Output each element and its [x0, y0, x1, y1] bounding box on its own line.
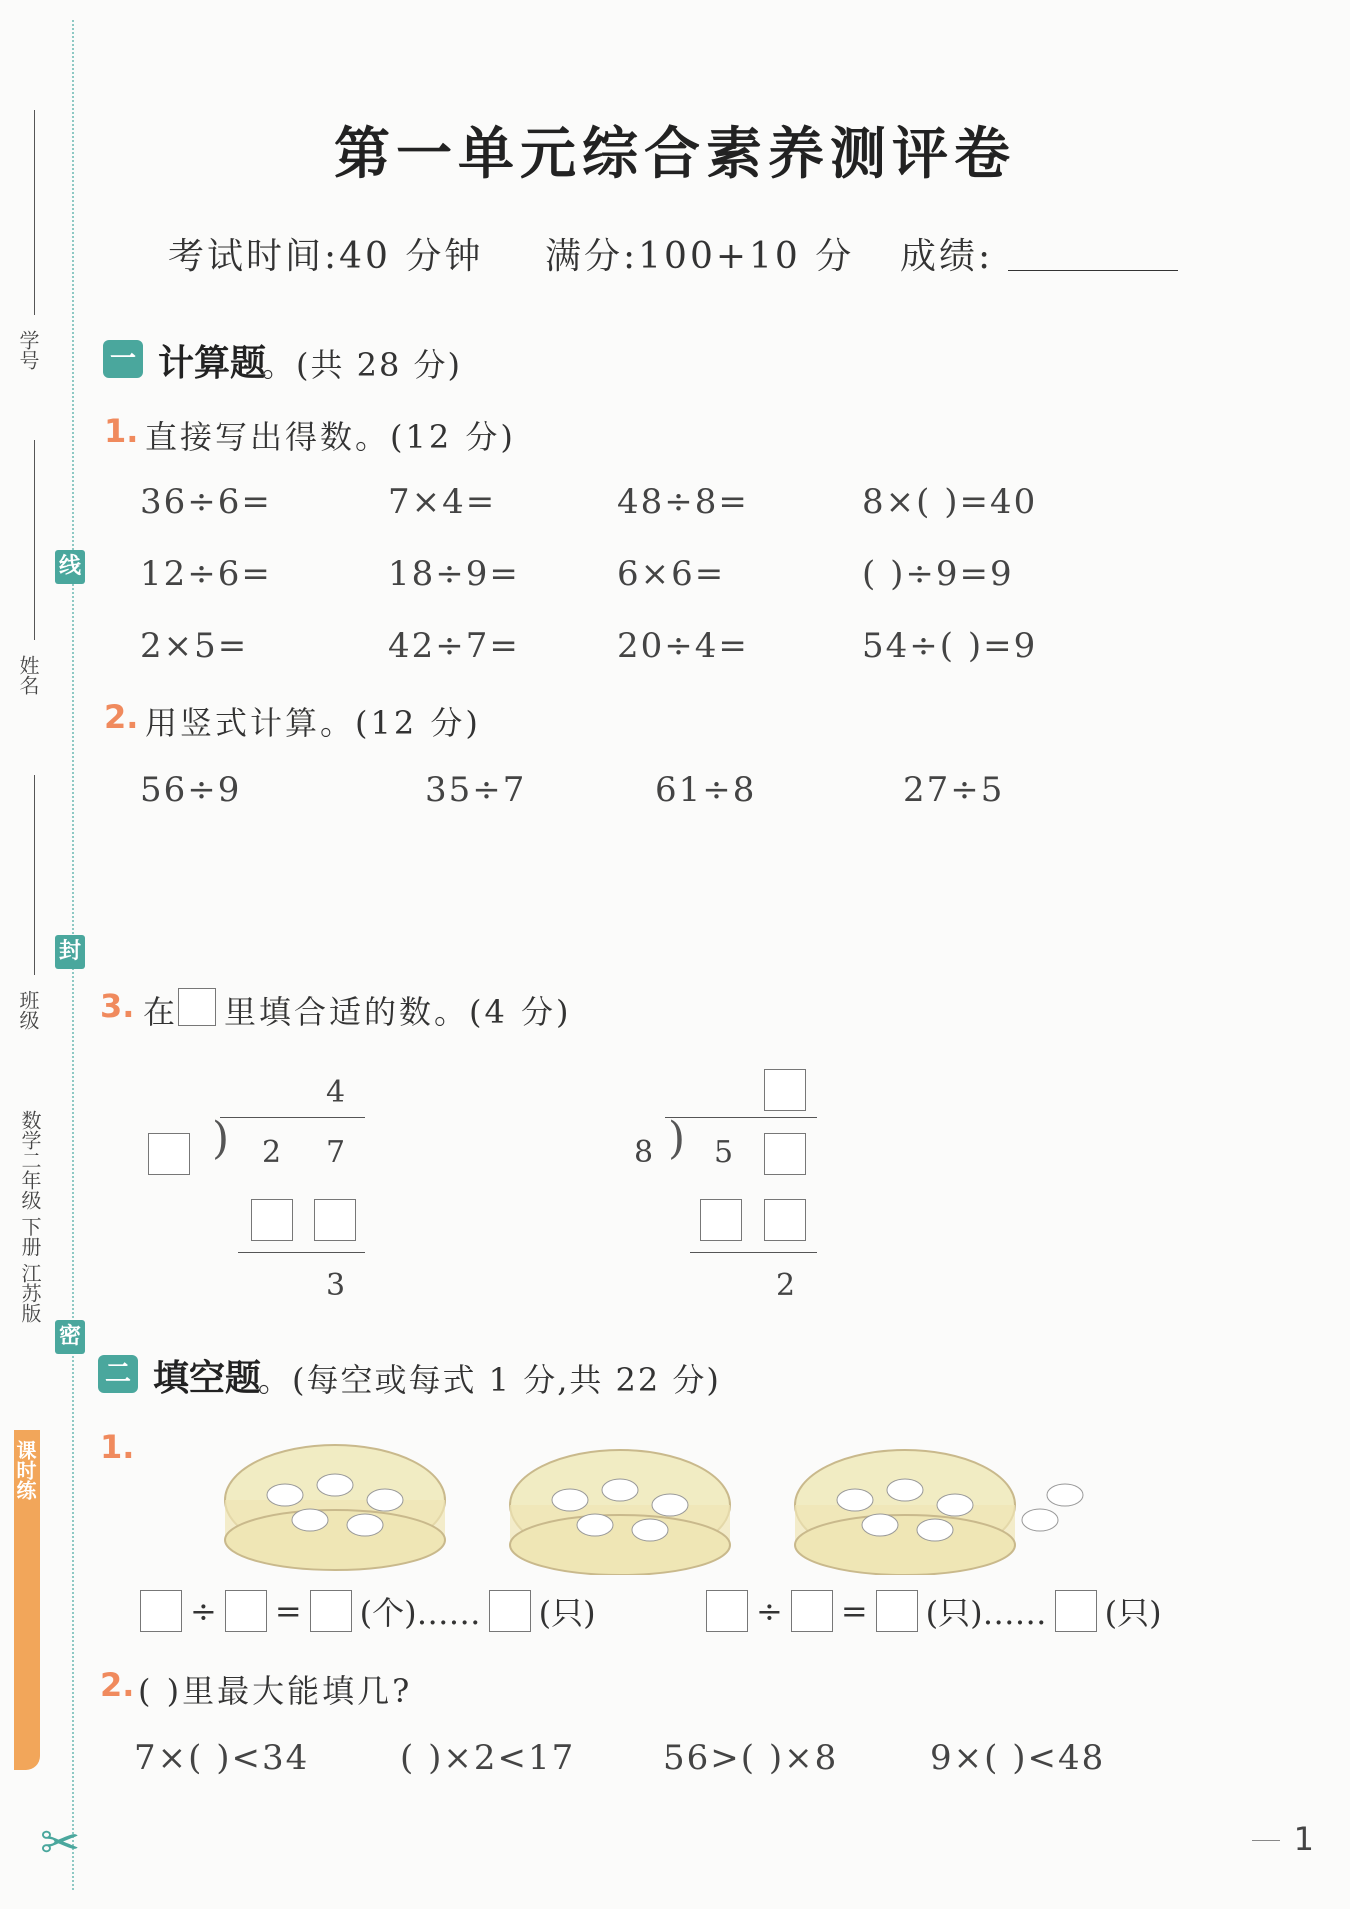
vertical-calc-item: 35÷7	[425, 770, 527, 810]
calc-item: 54÷( )=9	[862, 626, 1038, 666]
answer-box[interactable]	[791, 1590, 833, 1632]
q1-number: 1.	[104, 412, 139, 450]
section1-badge: 一	[103, 340, 143, 378]
unit-text: (个)……	[359, 1594, 481, 1632]
extra-sheep	[1022, 1484, 1083, 1531]
operator: =	[274, 1592, 302, 1630]
calc-item: 36÷6=	[140, 482, 272, 522]
cut-tag-line: 线	[55, 550, 85, 584]
answer-box[interactable]	[310, 1590, 352, 1632]
answer-box[interactable]	[1055, 1590, 1097, 1632]
division-bracket: )	[212, 1113, 230, 1164]
division-equation-1	[136, 1588, 600, 1634]
section2-badge: 二	[98, 1355, 138, 1393]
division-bracket: )	[668, 1113, 686, 1164]
calc-item: 8×( )=40	[862, 482, 1038, 522]
operator: ÷	[190, 1592, 217, 1630]
answer-box[interactable]	[489, 1590, 531, 1632]
answer-box[interactable]	[706, 1590, 748, 1632]
operator: ÷	[756, 1592, 783, 1630]
answer-box[interactable]	[225, 1590, 267, 1632]
dividend-digit: 7	[326, 1135, 346, 1170]
scissors-icon: ✂	[40, 1815, 81, 1871]
q3-text-a: 在	[143, 993, 179, 1031]
full-score: 满分:100+10 分	[545, 236, 855, 277]
calc-item: 2×5=	[140, 626, 249, 666]
calc-item: 18÷9=	[388, 554, 520, 594]
q2-1-number: 1.	[100, 1428, 135, 1466]
section1-sub: 。(共 28 分)	[262, 346, 463, 384]
cut-tag-seal: 封	[55, 935, 85, 969]
remainder-digit: 2	[776, 1268, 796, 1303]
vertical-calc-item: 61÷8	[655, 770, 757, 810]
calc-item: 48÷8=	[617, 482, 749, 522]
calc-item: ( )÷9=9	[862, 554, 1014, 594]
sheep-pen	[510, 1450, 730, 1575]
answer-box[interactable]	[876, 1590, 918, 1632]
dividend-digit: 2	[262, 1135, 282, 1170]
subtraction-line	[238, 1252, 365, 1253]
section2-title: 填空题	[153, 1358, 262, 1399]
calc-item: 42÷7=	[388, 626, 520, 666]
q2-2-text: ( )里最大能填几?	[138, 1672, 413, 1710]
edge-book-info: 数学二年级 下册 江苏版	[18, 1110, 42, 1323]
page-number: 1	[1293, 1820, 1314, 1858]
sample-box	[178, 988, 216, 1026]
calc-item: 6×6=	[617, 554, 726, 594]
inequality-item: ( )×2<17	[400, 1738, 576, 1778]
division-bar	[220, 1117, 365, 1118]
unit-text: (只)	[1104, 1594, 1162, 1632]
section1-title: 计算题	[158, 343, 267, 384]
q1-text: 直接写出得数。(12 分)	[145, 418, 516, 456]
answer-box[interactable]	[140, 1590, 182, 1632]
q3-number: 3.	[100, 987, 135, 1025]
quotient-digit: 4	[326, 1075, 346, 1110]
vertical-calc-item: 27÷5	[903, 770, 1005, 810]
division-bar	[665, 1117, 817, 1118]
answer-box[interactable]	[148, 1133, 190, 1175]
vertical-calc-item: 56÷9	[140, 770, 242, 810]
q2-text: 用竖式计算。(12 分)	[145, 704, 481, 742]
answer-box[interactable]	[700, 1199, 742, 1241]
division-equation-2	[702, 1588, 1166, 1634]
answer-box[interactable]	[251, 1199, 293, 1241]
page-title: 第一单元综合素养测评卷	[334, 121, 1016, 187]
edge-brand-band: 课时练	[14, 1430, 40, 1770]
side-label-class: 班级	[16, 990, 40, 1030]
calc-item: 20÷4=	[617, 626, 749, 666]
q2-2-number: 2.	[100, 1666, 135, 1704]
section2-sub: 。(每空或每式 1 分,共 22 分)	[258, 1361, 721, 1399]
inequality-item: 56>( )×8	[663, 1738, 839, 1778]
calc-item: 7×4=	[388, 482, 497, 522]
answer-box[interactable]	[764, 1199, 806, 1241]
side-rule	[34, 775, 35, 975]
answer-box[interactable]	[314, 1199, 356, 1241]
sheep-pens-illustration	[215, 1425, 1115, 1575]
unit-text: (只)……	[925, 1594, 1047, 1632]
inequality-item: 9×( )<48	[930, 1738, 1106, 1778]
calc-item: 12÷6=	[140, 554, 272, 594]
inequality-item: 7×( )<34	[134, 1738, 310, 1778]
score-blank[interactable]	[1008, 270, 1178, 271]
score-label: 成绩:	[900, 236, 994, 277]
sheep-pen	[795, 1450, 1015, 1575]
operator: =	[840, 1592, 868, 1630]
subtraction-line	[690, 1252, 817, 1253]
side-rule	[34, 440, 35, 640]
remainder-digit: 3	[326, 1268, 346, 1303]
sheep-pen	[225, 1445, 445, 1570]
side-label-student-id: 学号	[16, 330, 40, 370]
q2-number: 2.	[104, 698, 139, 736]
side-label-name: 姓名	[16, 655, 40, 695]
cut-tag-secret: 密	[55, 1320, 85, 1354]
answer-box[interactable]	[764, 1133, 806, 1175]
unit-text: (只)	[538, 1594, 596, 1632]
q3-text-b: 里填合适的数。(4 分)	[224, 993, 572, 1031]
dividend-digit: 5	[714, 1135, 734, 1170]
answer-box[interactable]	[764, 1069, 806, 1111]
divisor-digit: 8	[634, 1135, 654, 1170]
page-dash	[1252, 1840, 1280, 1841]
exam-time: 考试时间:40 分钟	[168, 236, 484, 277]
